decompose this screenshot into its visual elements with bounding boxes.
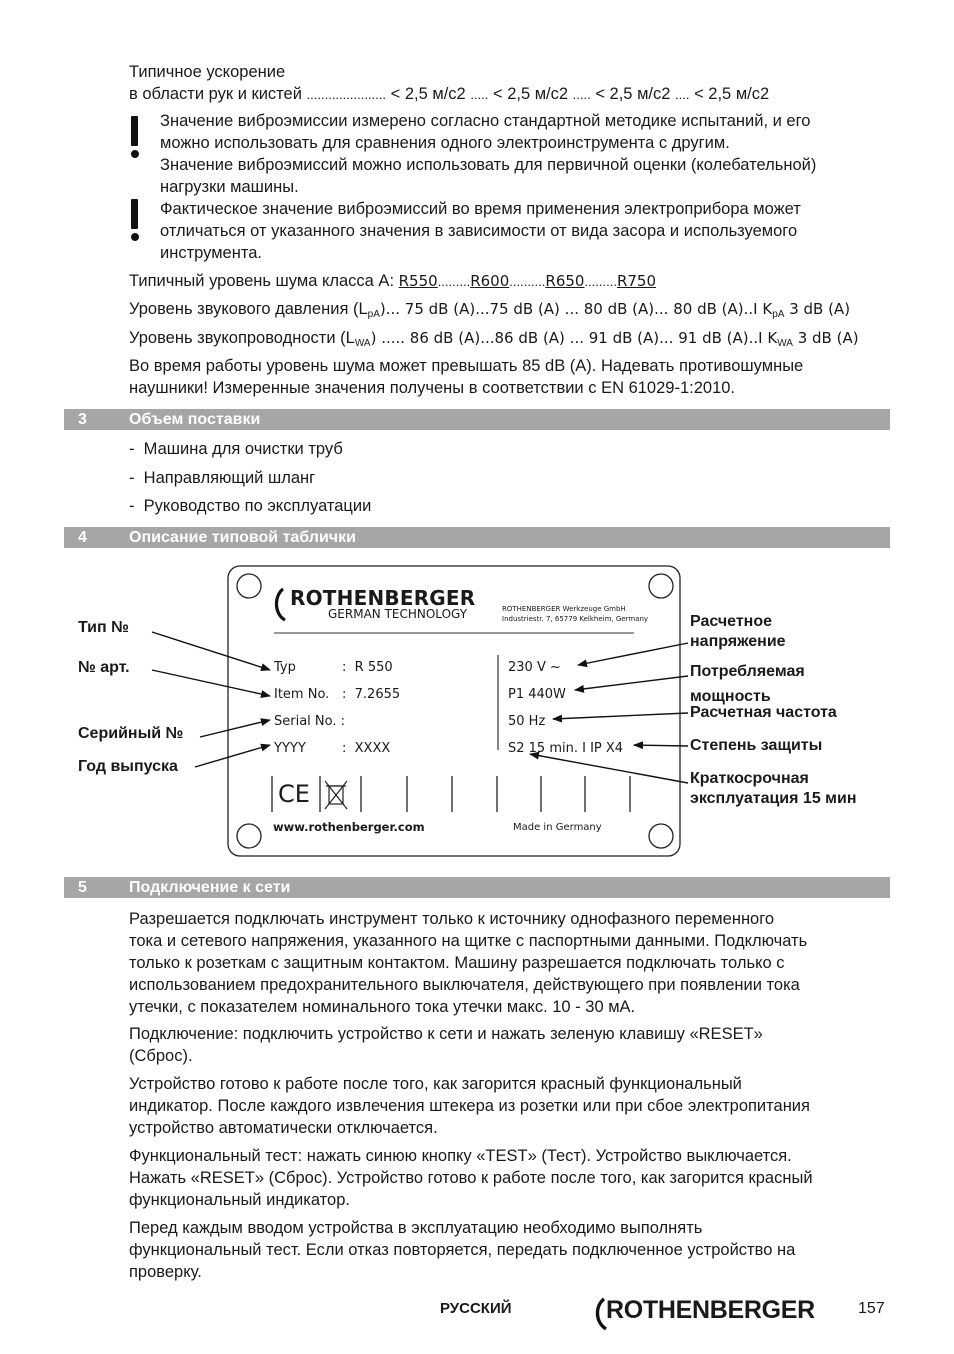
noise-pressure-row: Уровень звукового давления $(L_{pA})$... 75 dB (A)...75 dB (A) ... 80 dB (A)... 80 dB (A)..I $K_{pA}$ 3 dB (A): [129, 300, 851, 320]
label-serial-no: Серийный №: [78, 725, 184, 742]
paragraph: Устройство готово к работе после того, как загорится красный функциональный индикатор. После каждого извлечения штекера из розетки или при сбое электропитания устройство автоматически отключается.: [129, 1075, 810, 1137]
plate-website: www.rothenberger.com: [273, 820, 425, 834]
label-year: Год выпуска: [78, 758, 178, 775]
warning-text-1: Значение виброэмиссии измерено согласно стандартной методике испытаний, и его можно использовать для сравнения одного электроинструмента с другим. Значение виброэмиссий можно использовать для первичной оценки (колебательной) нагрузки машины.: [160, 112, 817, 196]
section-header-5: 5 Подключение к сети: [64, 877, 890, 898]
label-duty: Краткосрочная эксплуатация 15 мин: [690, 770, 857, 807]
label-protection: Степень защиты: [690, 737, 823, 754]
label-type-no: Тип №: [78, 619, 129, 636]
noise-class-row: Типичный уровень шума класса А: R550.........R600..........R650.........R750: [129, 272, 657, 290]
page-number: 157: [858, 1300, 885, 1317]
noise-note: Во время работы уровень шума может превышать 85 dB (A). Надевать противошумные наушники! Измеренные значения получены в соответствии с EN 61029-1:2010.: [129, 357, 804, 397]
label-power: Потребляемая мощность: [690, 663, 805, 705]
paragraph: Разрешается подключать инструмент только к источнику однофазного переменного тока и сетевого напряжения, указанного на щитке с паспортными данными. Подключать только к розеткам с защитным контактом. Машину разрешается подключать только с использованием предохранительного выключателя, действующего при появлении тока утечки, с показателем номинального тока утечки макс. 10 - 30 мА.: [129, 910, 808, 1016]
list-item: - Направляющий шланг: [129, 469, 316, 487]
ce-mark: CE: [278, 780, 310, 808]
vibration-title: Типичное ускорение: [129, 63, 286, 81]
label-art-no: № арт.: [78, 659, 130, 676]
plate-tagline: GERMAN TECHNOLOGY: [328, 607, 468, 621]
arrow-protection: [634, 745, 688, 746]
plate-right-fields: 230 V ~ P1 440W 50 Hz S2 15 min. I IP X4: [508, 660, 624, 756]
list-item: - Машина для очистки труб: [129, 440, 343, 458]
section-header-3: 3 Объем поставки: [64, 409, 890, 430]
section-header-4: 4 Описание типовой таблички: [64, 527, 890, 548]
paragraph: Перед каждым вводом устройства в эксплуатацию необходимо выполнять функциональный тест. Если отказ повторяется, передать подключенное устройство на проверку.: [129, 1219, 796, 1281]
plate-company: ROTHENBERGER Werkzeuge GmbH Industriestr. 7, 65779 Kelkheim, Germany: [502, 605, 649, 623]
paragraph: Функциональный тест: нажать синюю кнопку «TEST» (Тест). Устройство выключается. Нажать «RESET» (Сброс). Устройство готово к работе после того, как загорится красный функциональный индикатор.: [129, 1147, 813, 1209]
paragraph: Подключение: подключить устройство к сети и нажать зеленую клавишу «RESET» (Сброс).: [129, 1025, 763, 1065]
footer-language: РУССКИЙ: [440, 1300, 512, 1317]
label-frequency: Расчетная частота: [690, 704, 837, 721]
plate-left-fields: Typ : R 550 Item No. : 7.2655 Serial No. : YYYY : XXXX: [274, 660, 401, 756]
warning-text-2: Фактическое значение виброэмиссий во время применения электроприбора может отличаться от указанного значения в зависимости от вида засора и используемого инструмента.: [160, 200, 801, 262]
footer-brand: ROTHENBERGER: [606, 1296, 815, 1324]
vibration-values-row: в области рук и кистей ...................... < 2,5 м/с2 ..... < 2,5 м/с2 ..... < 2,5 м/с2 .... < 2,5 м/с2: [129, 85, 770, 103]
plate-made-in: Made in Germany: [513, 822, 602, 833]
noise-power-row: Уровень звукопроводности $(L_{WA})$ ..... 86 dB (A)...86 dB (A) ... 91 dB (A)... 91 dB (A)..I $K_{WA}$ 3 dB (A): [129, 329, 859, 349]
plate-brand: ROTHENBERGER: [290, 586, 476, 610]
label-rated-voltage: Расчетное напряжение: [690, 613, 786, 650]
list-item: - Руководство по эксплуатации: [129, 497, 372, 515]
